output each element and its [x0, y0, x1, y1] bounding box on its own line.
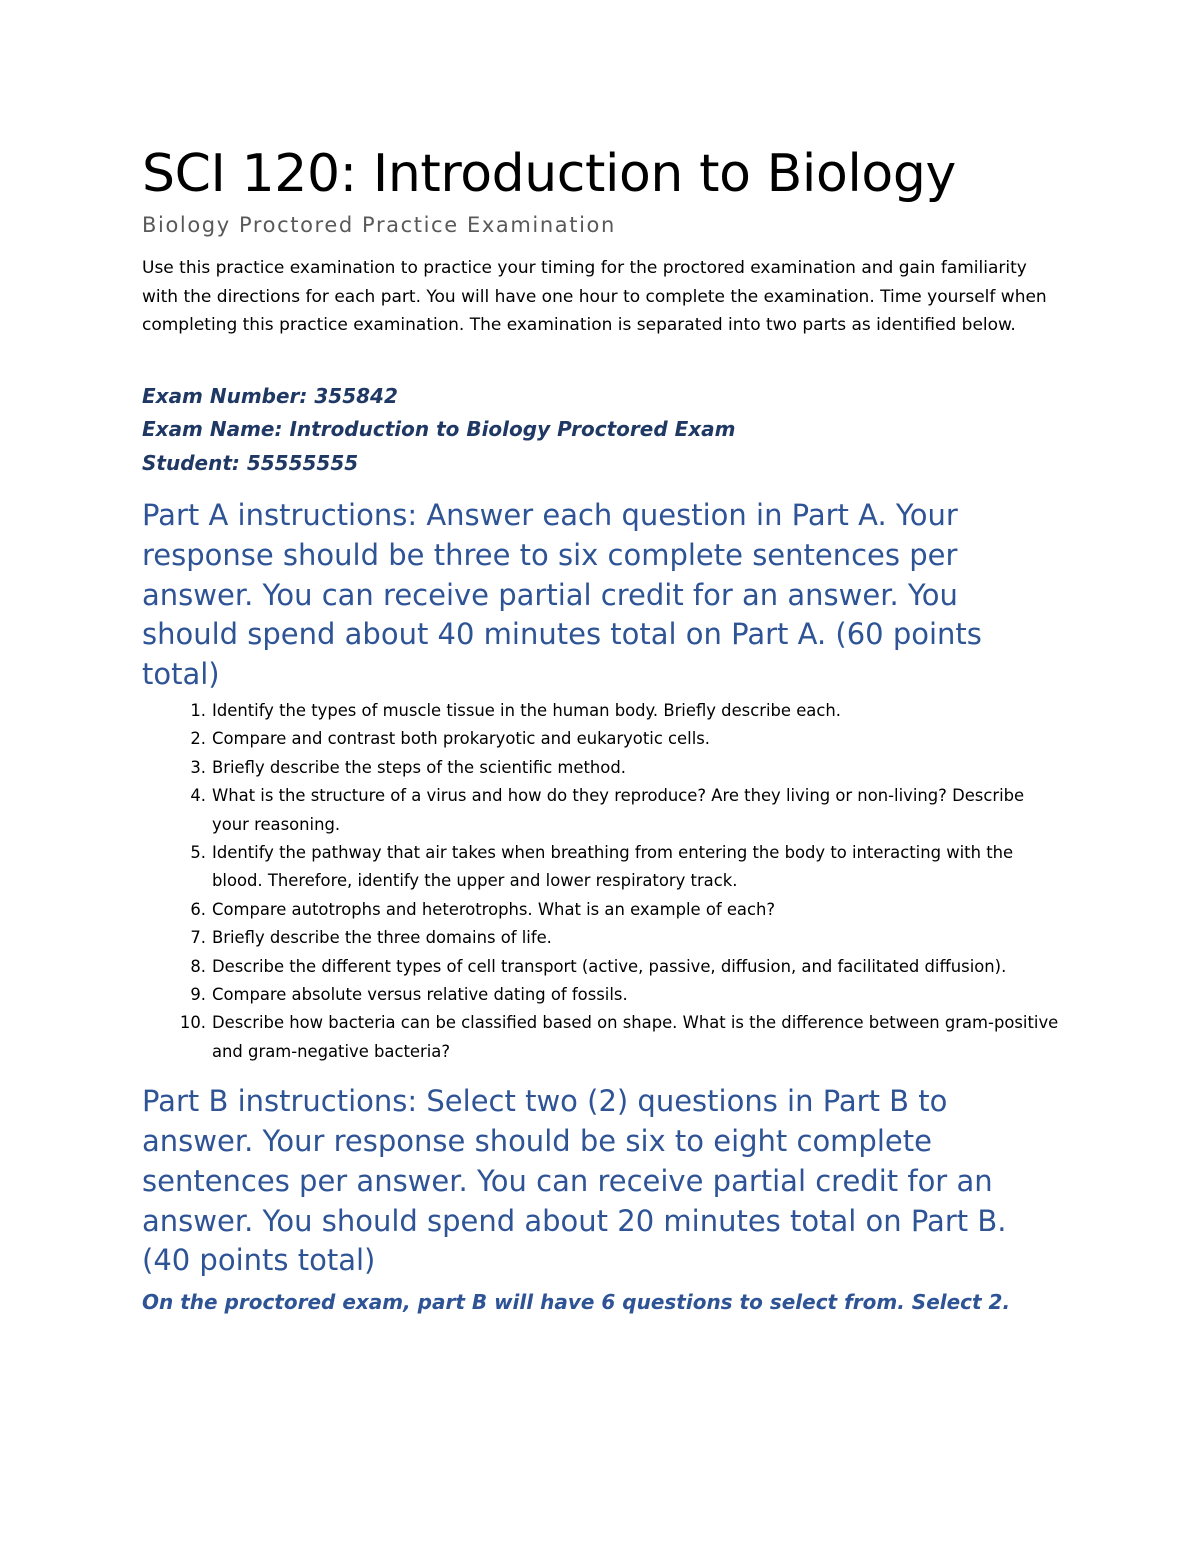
part-b-note: On the proctored exam, part B will have 6 questions to select from. Select 2. [142, 1290, 1011, 1315]
part-b-instructions: Part B instructions: Select two (2) questions in Part B to answer. Your response should be six to eight complete sentences per answer. You can receive partial credit for an answer. You should spend about 20 minutes total on Part B. (40 points total) [142, 1084, 1007, 1278]
student-id: Student: 55555555 [142, 450, 359, 475]
document-subtitle: Biology Proctored Practice Examination [142, 213, 616, 237]
exam-name: Exam Name: Introduction to Biology Proctored Exam [142, 417, 736, 441]
question-item [142, 725, 1062, 753]
question-text: Briefly describe the three domains of life. [212, 928, 552, 948]
document-body [142, 138, 1062, 1317]
question-text: Compare absolute versus relative dating of fossils. [212, 985, 628, 1005]
question-item [142, 782, 1062, 839]
question-text: Identify the types of muscle tissue in the human body. Briefly describe each. [212, 700, 841, 720]
question-text: What is the structure of a virus and how do they reproduce? Are they living or non-living? Describe your reasoning. [212, 786, 1025, 834]
question-text: Identify the pathway that air takes when breathing from entering the body to interacting with the blood. Therefore, identify the upper and lower respiratory track. [212, 843, 1014, 891]
exam-number: Exam Number: 355842 [142, 383, 398, 408]
question-item [142, 924, 1062, 952]
document-title: SCI 120: Introduction to Biology [142, 144, 956, 204]
question-text: Describe the different types of cell transport (active, passive, diffusion, and facilitated diffusion). [212, 956, 1007, 976]
question-number: 5. [190, 843, 206, 863]
question-text: Briefly describe the steps of the scientific method. [212, 757, 626, 777]
question-number: 7. [190, 928, 206, 948]
question-item [142, 839, 1062, 896]
question-number: 6. [190, 899, 206, 919]
exam-info-block [142, 380, 1062, 481]
part-a-instructions: Part A instructions: Answer each question in Part A. Your response should be three to six complete sentences per answer. You can receive partial credit for an answer. You should spend about 40 minutes total on Part A. (60 points total) [142, 498, 982, 692]
question-item [142, 697, 1062, 725]
question-text: Describe how bacteria can be classified based on shape. What is the difference between gram-positive and gram-negative bacteria? [212, 1013, 1059, 1061]
question-item [142, 981, 1062, 1009]
intro-paragraph: Use this practice examination to practice your timing for the proctored examination and gain familiarity with the directions for each part. You will have one hour to complete the examination. Time yourself when completing this practice examination. The examination is separated into two parts as identified below. [142, 258, 1047, 335]
question-item [142, 953, 1062, 981]
question-number: 1. [190, 700, 206, 720]
question-item [142, 754, 1062, 782]
question-number: 10. [179, 1013, 206, 1033]
question-number: 4. [190, 786, 206, 806]
question-text: Compare and contrast both prokaryotic and eukaryotic cells. [212, 729, 710, 749]
question-text: Compare autotrophs and heterotrophs. What is an example of each? [212, 899, 776, 919]
question-number: 3. [190, 757, 206, 777]
part-a-question-list [142, 697, 1062, 1066]
question-number: 8. [190, 956, 206, 976]
question-item [142, 896, 1062, 924]
question-item [142, 1009, 1062, 1066]
question-number: 2. [190, 729, 206, 749]
question-number: 9. [190, 985, 206, 1005]
